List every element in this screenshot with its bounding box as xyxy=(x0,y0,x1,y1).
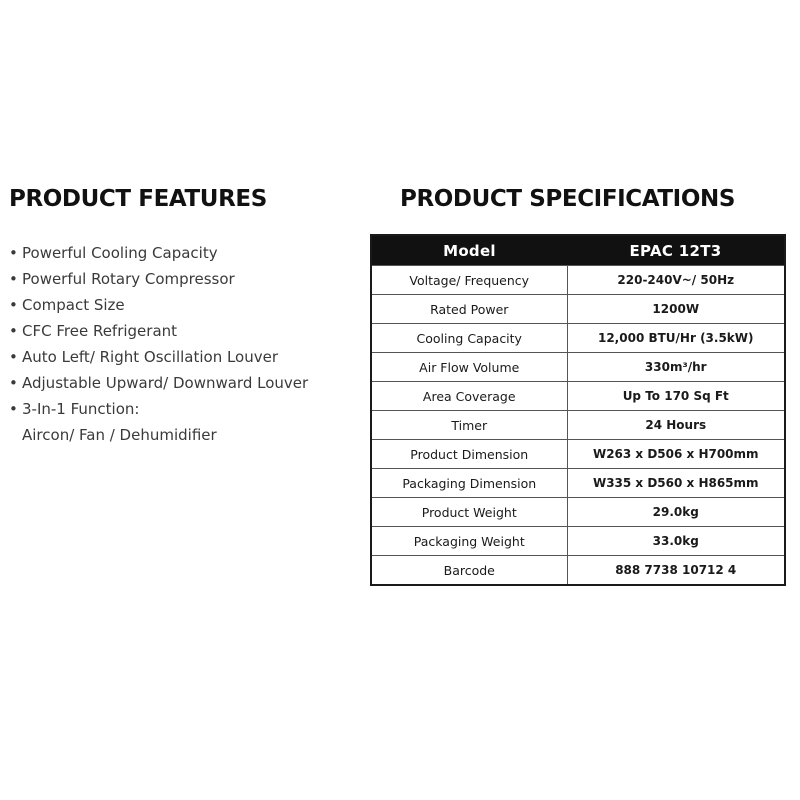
table-row xyxy=(371,324,785,353)
feature-text: Compact Size xyxy=(22,296,125,314)
feature-item xyxy=(9,243,354,269)
feature-item xyxy=(9,269,354,295)
table-row xyxy=(371,440,785,469)
table-header-row xyxy=(371,235,785,266)
table-row xyxy=(371,266,785,295)
table-row xyxy=(371,469,785,498)
spec-label: Timer xyxy=(371,411,567,440)
spec-label: Rated Power xyxy=(371,295,567,324)
spec-label: Packaging Dimension xyxy=(371,469,567,498)
feature-item xyxy=(9,373,354,399)
bullet-icon: • xyxy=(9,296,18,314)
spec-label: Area Coverage xyxy=(371,382,567,411)
feature-item-continuation xyxy=(9,425,354,451)
spec-value: W263 x D506 x H700mm xyxy=(567,440,785,469)
feature-item xyxy=(9,295,354,321)
bullet-icon: • xyxy=(9,322,18,340)
spec-label: Product Weight xyxy=(371,498,567,527)
spec-label: Air Flow Volume xyxy=(371,353,567,382)
spec-label: Cooling Capacity xyxy=(371,324,567,353)
spec-label: Product Dimension xyxy=(371,440,567,469)
feature-text: Auto Left/ Right Oscillation Louver xyxy=(22,348,279,366)
spec-value: W335 x D560 x H865mm xyxy=(567,469,785,498)
spec-value: 1200W xyxy=(567,295,785,324)
feature-item xyxy=(9,399,354,425)
spec-value: 330m³/hr xyxy=(567,353,785,382)
header-model-value: EPAC 12T3 xyxy=(567,235,785,266)
bullet-icon: • xyxy=(9,400,18,418)
bullet-icon: • xyxy=(9,244,18,262)
spec-value: 29.0kg xyxy=(567,498,785,527)
table-row xyxy=(371,382,785,411)
table-row xyxy=(371,498,785,527)
spec-value: 888 7738 10712 4 xyxy=(567,556,785,586)
features-heading: PRODUCT FEATURES xyxy=(9,186,267,212)
spec-value: 220-240V~/ 50Hz xyxy=(567,266,785,295)
feature-text: Adjustable Upward/ Downward Louver xyxy=(22,374,309,392)
spec-label: Packaging Weight xyxy=(371,527,567,556)
feature-text: Powerful Cooling Capacity xyxy=(22,244,218,262)
header-model-label: Model xyxy=(371,235,567,266)
bullet-icon: • xyxy=(9,270,18,288)
feature-item xyxy=(9,347,354,373)
features-list xyxy=(9,243,354,451)
spec-value: 12,000 BTU/Hr (3.5kW) xyxy=(567,324,785,353)
table-row xyxy=(371,527,785,556)
product-features-section xyxy=(9,186,354,444)
table-row xyxy=(371,411,785,440)
table-row xyxy=(371,556,785,586)
spec-label: Voltage/ Frequency xyxy=(371,266,567,295)
spec-value: 33.0kg xyxy=(567,527,785,556)
table-row xyxy=(371,295,785,324)
specifications-table xyxy=(370,234,786,586)
table-row xyxy=(371,353,785,382)
feature-item xyxy=(9,321,354,347)
bullet-icon: • xyxy=(9,374,18,392)
feature-text: Aircon/ Fan / Dehumidifier xyxy=(22,426,217,444)
specifications-heading: PRODUCT SPECIFICATIONS xyxy=(400,186,736,212)
feature-text: Powerful Rotary Compressor xyxy=(22,270,235,288)
spec-value: 24 Hours xyxy=(567,411,785,440)
spec-value: Up To 170 Sq Ft xyxy=(567,382,785,411)
bullet-icon: • xyxy=(9,348,18,366)
spec-label: Barcode xyxy=(371,556,567,586)
feature-text: 3-In-1 Function: xyxy=(22,400,140,418)
feature-text: CFC Free Refrigerant xyxy=(22,322,178,340)
